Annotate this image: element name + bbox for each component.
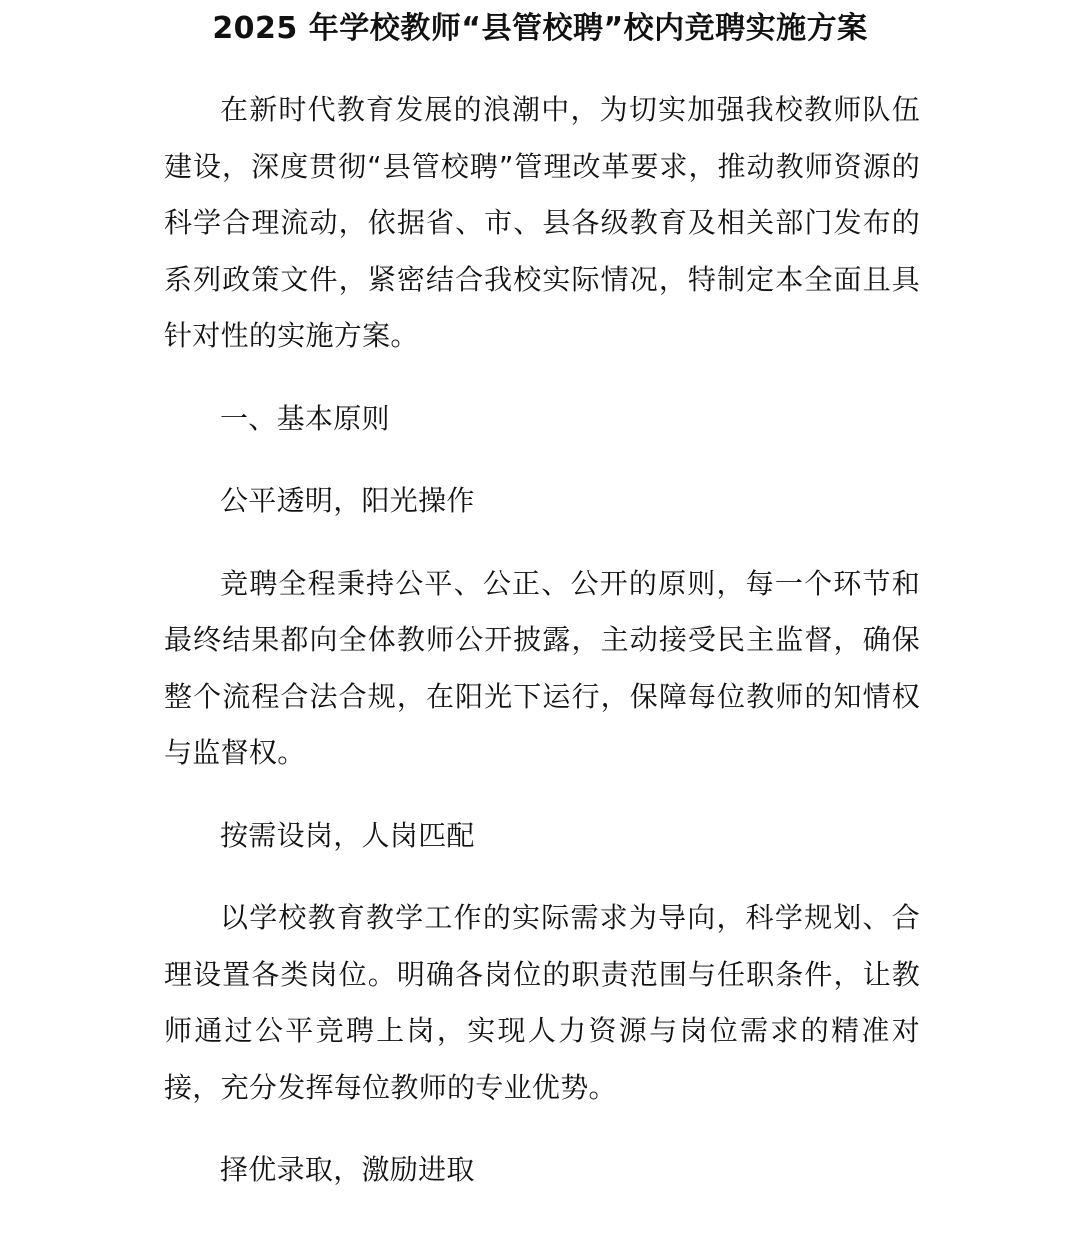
document-title: 2025 年学校教师“县管校聘”校内竞聘实施方案: [212, 11, 868, 46]
principle-heading-merit-selection: 择优录取，激励进取: [220, 1153, 475, 1186]
document-body: [164, 82, 920, 1225]
intro-paragraph: 在新时代教育发展的浪潮中，为切实加强我校教师队伍建设，深度贯彻“县管校聘”管理改革要求，推动教师资源的科学合理流动，依据省、市、县各级教育及相关部门发布的系列政策文件，紧密结合我校实际情况，特制定本全面且具针对性的实施方案。: [164, 93, 920, 352]
principle-heading-fairness: 公平透明，阳光操作: [220, 484, 475, 517]
section-heading-basic-principles: 一、基本原则: [220, 401, 390, 435]
principle-heading-post-setting: 按需设岗，人岗匹配: [220, 818, 475, 852]
principle-paragraph-fairness: 竞聘全程秉持公平、公正、公开的原则，每一个环节和最终结果都向全体教师公开披露，主动接受民主监督，确保整个流程合法合规，在阳光下运行，保障每位教师的知情权与监督权。: [164, 566, 920, 769]
principle-paragraph-post-setting: 以学校教育教学工作的实际需求为导向，科学规划、合理设置各类岗位。明确各岗位的职责范围与任职条件，让教师通过公平竞聘上岗，实现人力资源与岗位需求的精准对接，充分发挥每位教师的专业优势。: [164, 901, 920, 1104]
